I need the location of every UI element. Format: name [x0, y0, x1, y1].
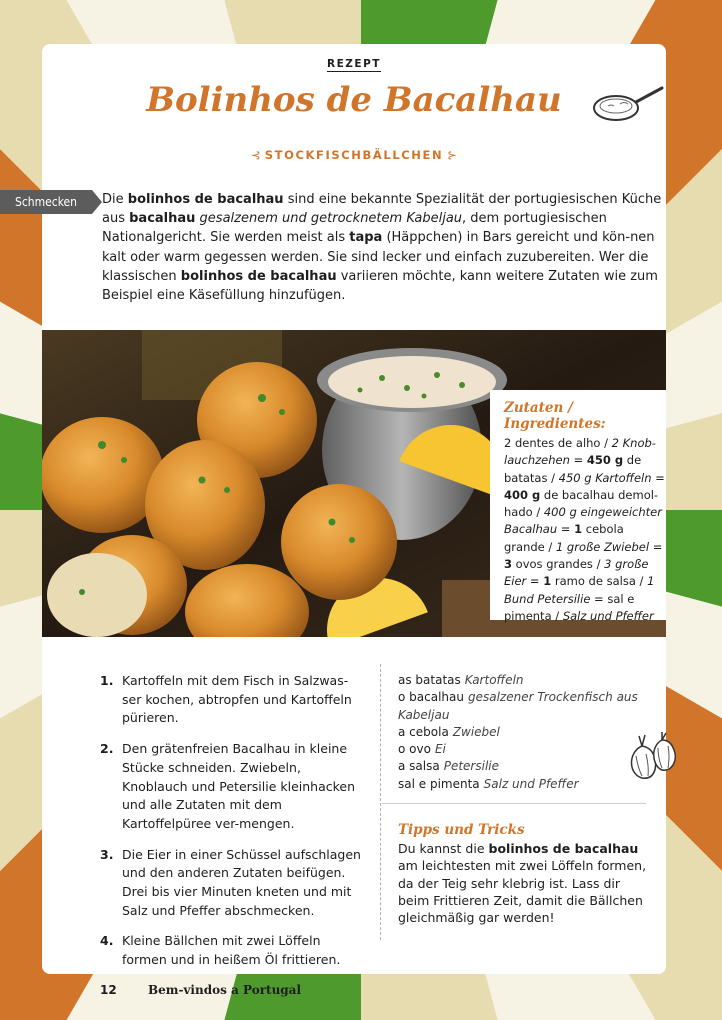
step-number: 4.: [100, 933, 114, 949]
tips-title: Tipps und Tricks: [398, 822, 525, 838]
step-item: [100, 740, 366, 834]
instruction-steps: [100, 672, 366, 982]
step-text: Den grätenfreien Bacalhau in kleine Stücke schneiden. Zwiebeln, Knoblauch und Petersilie kleinhacken und alle Zutaten mit dem Kartoffelpüree ver-mengen.: [122, 741, 356, 831]
vocab-item: as batatas Kartoffeln: [398, 673, 524, 687]
step-text: Kleine Bällchen mit zwei Löffeln formen und in heißem Öl frittieren.: [122, 933, 341, 968]
vocab-item: a cebola Zwiebel: [398, 724, 500, 739]
ornament-left-icon: ⊰: [251, 148, 261, 162]
tips-text: Du kannst die bolinhos de bacalhau am leichtesten mit zwei Löffeln formen, da der Teig sehr klebrig ist. Lass dir beim Frittieren Zeit, damit die Bällchen gleichmäßig gar werden!: [398, 841, 647, 926]
vocab-item: a salsa Petersilie: [398, 759, 499, 774]
step-item: [100, 846, 366, 921]
vocabulary-list: [398, 672, 648, 793]
section-divider: [382, 803, 646, 804]
intro-paragraph: Die bolinhos de bacalhau sind eine bekannte Spezialität der portugiesischen Küche aus bacalhau gesalzenem und getrocknetem Kabeljau, dem portugiesischen Nationalgericht. Sie werden meist als tapa (Häppchen) in Bars gereicht und kön-nen kalt oder warm gegessen werden. Sie sind lecker und einfach zuzubereiten. Wer die klassischen bolinhos de bacalhau variieren möchte, kann weitere Zutaten wie zum Beispiel eine Käsefüllung hinzufügen.: [102, 192, 662, 304]
recipe-subtitle: ⊰ STOCKFISCHBÄLLCHEN ⊱: [251, 148, 457, 162]
step-text: Kartoffeln mit dem Fisch in Salzwas-ser kochen, abtropfen und Kartoffeln pürieren.: [122, 673, 352, 726]
ingredients-box: [490, 390, 666, 623]
vocab-item: o ovo Ei: [398, 742, 446, 757]
section-kicker: REZEPT: [327, 58, 381, 70]
vocab-item: sal e pimenta Salz und Pfeffer: [398, 776, 579, 791]
step-item: [100, 672, 366, 728]
step-text: Die Eier in einer Schüssel aufschlagen und den anderen Zutaten beifügen. Drei bis vier Minuten kneten und mit Salz und Pfeffer abschmecken.: [122, 846, 361, 918]
onion-icon: [624, 730, 680, 782]
step-number: 2.: [100, 741, 114, 757]
step-number: 3.: [100, 846, 114, 862]
step-item: [100, 932, 366, 969]
page-number: 12: [100, 983, 117, 997]
ornament-right-icon: ⊱: [447, 148, 457, 162]
vocab-item: o bacalhau gesalzener Trockenfisch aus Kabeljau: [398, 690, 638, 722]
book-title: Bem-vindos a Portugal: [148, 983, 302, 997]
tips-box: [398, 822, 648, 926]
recipe-title: Bolinhos de Bacalhau: [146, 80, 562, 120]
frying-pan-icon: [590, 82, 664, 126]
ingredients-title: Zutaten / Ingredientes:: [504, 400, 606, 432]
section-tag-schmecken: Schmecken: [0, 190, 92, 214]
column-divider: [380, 664, 381, 940]
ingredients-list: 2 dentes de alho / 2 Knob-lauchzehen = 450 g de batatas / 450 g Kartoffeln = 400 g de bacalhau demol-hado / 400 g eingeweichter Bacalhau = 1 cebola grande / 1 große Zwiebel = 3 ovos grandes / 3 große Eier = 1 ramo de salsa / 1 Bund Petersilie = sal e pimenta / Salz und Pfeffer: [504, 436, 665, 623]
step-number: 1.: [100, 673, 114, 688]
